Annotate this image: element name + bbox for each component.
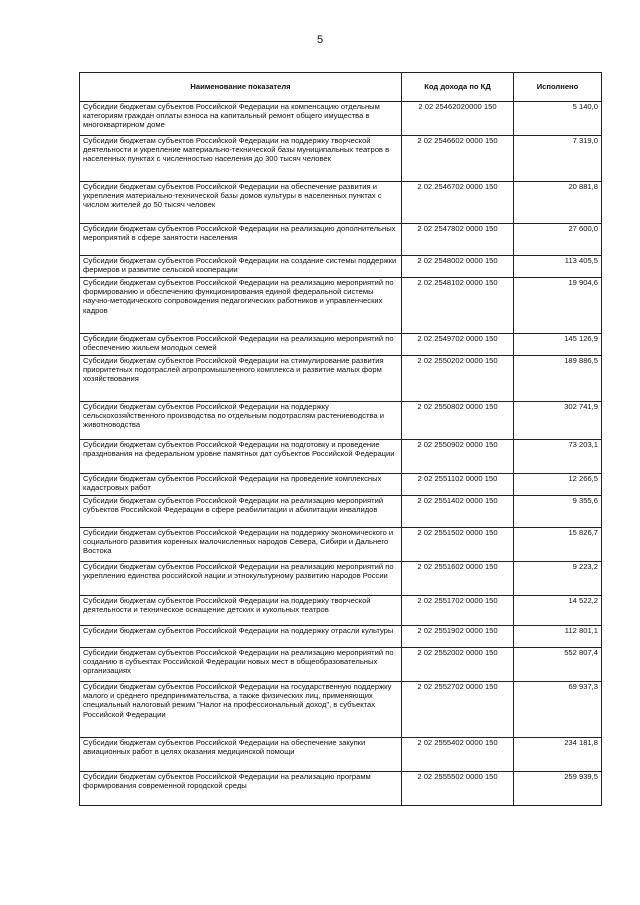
cell-done: 14 522,2: [514, 596, 602, 626]
cell-code: 2 02 2550202 0000 150: [402, 356, 514, 402]
cell-code: 2 02 2555402 0000 150: [402, 738, 514, 772]
table-row: [80, 356, 602, 402]
table-row: [80, 136, 602, 182]
cell-name: Субсидии бюджетам субъектов Российской Федерации на компенсацию отдельным категориям граждан оплаты взноса на капитальный ремонт общего имущества в многоквартирном доме: [80, 102, 402, 136]
cell-name: Субсидии бюджетам субъектов Российской Федерации на проведение комплексных кадастровых работ: [80, 474, 402, 496]
cell-name: Субсидии бюджетам субъектов Российской Федерации на обеспечение закупки авиационных работ в целях оказания медицинской помощи: [80, 738, 402, 772]
cell-code: 2 02 2555502 0000 150: [402, 772, 514, 806]
cell-name: Субсидии бюджетам субъектов Российской Федерации на поддержку сельскохозяйственного производства по отдельным подотраслям растениеводства и животноводства: [80, 402, 402, 440]
table-row: [80, 496, 602, 528]
cell-name: Субсидии бюджетам субъектов Российской Федерации на поддержку творческой деятельности и укрепление материально-технической базы муниципальных театров в населенных пунктах с численностью населения до 300 тысяч человек: [80, 136, 402, 182]
cell-done: 15 826,7: [514, 528, 602, 562]
cell-done: 9 223,2: [514, 562, 602, 596]
cell-name: Субсидии бюджетам субъектов Российской Федерации на реализацию мероприятий по укреплению единства российской нации и этнокультурному развитию народов России: [80, 562, 402, 596]
cell-done: 302 741,9: [514, 402, 602, 440]
table-row: [80, 182, 602, 224]
cell-code: 2 02 2546602 0000 150: [402, 136, 514, 182]
cell-done: 12 266,5: [514, 474, 602, 496]
cell-name: Субсидии бюджетам субъектов Российской Федерации на реализацию дополнительных мероприятий в сфере занятости населения: [80, 224, 402, 256]
cell-name: Субсидии бюджетам субъектов Российской Федерации на создание системы поддержки фермеров и развитие сельской кооперации: [80, 256, 402, 278]
cell-name: Субсидии бюджетам субъектов Российской Федерации на реализацию мероприятий субъектов Российской Федерации в сфере реабилитации и абилитации инвалидов: [80, 496, 402, 528]
table-row: [80, 626, 602, 648]
table-row: [80, 528, 602, 562]
cell-code: 2 02 2546702 0000 150: [402, 182, 514, 224]
table-row: [80, 772, 602, 806]
cell-name: Субсидии бюджетам субъектов Российской Федерации на стимулирование развития приоритетных подотраслей агропромышленного комплекса и развитие малых форм хозяйствования: [80, 356, 402, 402]
cell-name: Субсидии бюджетам субъектов Российской Федерации на обеспечение развития и укрепления материально-технической базы домов культуры в населенных пунктах с числом жителей до 50 тысяч человек: [80, 182, 402, 224]
table-row: [80, 440, 602, 474]
cell-name: Субсидии бюджетам субъектов Российской Федерации на подготовку и проведение празднования на федеральном уровне памятных дат субъектов Российской Федерации: [80, 440, 402, 474]
cell-name: Субсидии бюджетам субъектов Российской Федерации на поддержку экономического и социального развития коренных малочисленных народов Севера, Сибири и Дальнего Востока: [80, 528, 402, 562]
cell-code: 2 02 2552702 0000 150: [402, 682, 514, 738]
cell-code: 2 02 2550902 0000 150: [402, 440, 514, 474]
cell-name: Субсидии бюджетам субъектов Российской Федерации на государственную поддержку малого и среднего предпринимательства, а также физических лиц, применяющих специальный налоговый режим "Налог на профессиональный доход", в субъектах Российской Федерации: [80, 682, 402, 738]
cell-done: 145 126,9: [514, 334, 602, 356]
cell-done: 9 355,6: [514, 496, 602, 528]
cell-code: 2 02 2551402 0000 150: [402, 496, 514, 528]
report-table: [79, 72, 602, 806]
cell-done: 7 319,0: [514, 136, 602, 182]
cell-done: 69 937,3: [514, 682, 602, 738]
cell-done: 27 600,0: [514, 224, 602, 256]
cell-code: 2 02 2552002 0000 150: [402, 648, 514, 682]
table-row: [80, 102, 602, 136]
cell-done: 20 881,8: [514, 182, 602, 224]
table-row: [80, 738, 602, 772]
cell-done: 189 886,5: [514, 356, 602, 402]
page-number: 5: [316, 34, 324, 46]
cell-code: 2 02 25462020000 150: [402, 102, 514, 136]
cell-done: 234 181,8: [514, 738, 602, 772]
cell-name: Субсидии бюджетам субъектов Российской Федерации на поддержку отрасли культуры: [80, 626, 402, 648]
cell-name: Субсидии бюджетам субъектов Российской Федерации на реализацию мероприятий по формированию и обеспечению функционирования единой федеральной системы научно-методического сопровождения педагогических работников и управленческих кадров: [80, 278, 402, 334]
cell-done: 112 801,1: [514, 626, 602, 648]
table-row: [80, 402, 602, 440]
cell-done: 113 405,5: [514, 256, 602, 278]
cell-code: 2 02 2548002 0000 150: [402, 256, 514, 278]
header-row: [80, 73, 602, 102]
cell-name: Субсидии бюджетам субъектов Российской Федерации на поддержку творческой деятельности и техническое оснащение детских и кукольных театров: [80, 596, 402, 626]
table-row: [80, 256, 602, 278]
cell-done: 19 904,6: [514, 278, 602, 334]
table-row: [80, 562, 602, 596]
cell-code: 2 02 2549702 0000 150: [402, 334, 514, 356]
table-row: [80, 596, 602, 626]
cell-code: 2 02 2551902 0000 150: [402, 626, 514, 648]
cell-code: 2 02 2550802 0000 150: [402, 402, 514, 440]
cell-done: 259 939,5: [514, 772, 602, 806]
cell-code: 2 02 2551502 0000 150: [402, 528, 514, 562]
cell-done: 552 807,4: [514, 648, 602, 682]
cell-done: 73 203,1: [514, 440, 602, 474]
cell-name: Субсидии бюджетам субъектов Российской Федерации на реализацию программ формирования современной городской среды: [80, 772, 402, 806]
table-row: [80, 648, 602, 682]
cell-code: 2 02 2548102 0000 150: [402, 278, 514, 334]
header-code: Код дохода по КД: [402, 73, 514, 102]
cell-done: 5 140,0: [514, 102, 602, 136]
cell-code: 2 02 2547802 0000 150: [402, 224, 514, 256]
header-done: Исполнено: [514, 73, 602, 102]
table-row: [80, 278, 602, 334]
cell-code: 2 02 2551602 0000 150: [402, 562, 514, 596]
cell-code: 2 02 2551102 0000 150: [402, 474, 514, 496]
table-row: [80, 474, 602, 496]
table-row: [80, 682, 602, 738]
cell-name: Субсидии бюджетам субъектов Российской Федерации на реализацию мероприятий по созданию в субъектах Российской Федерации новых мест в общеобразовательных организациях: [80, 648, 402, 682]
cell-name: Субсидии бюджетам субъектов Российской Федерации на реализацию мероприятий по обеспечению жильем молодых семей: [80, 334, 402, 356]
table-row: [80, 334, 602, 356]
header-name: Наименование показателя: [80, 73, 402, 102]
cell-code: 2 02 2551702 0000 150: [402, 596, 514, 626]
table-row: [80, 224, 602, 256]
